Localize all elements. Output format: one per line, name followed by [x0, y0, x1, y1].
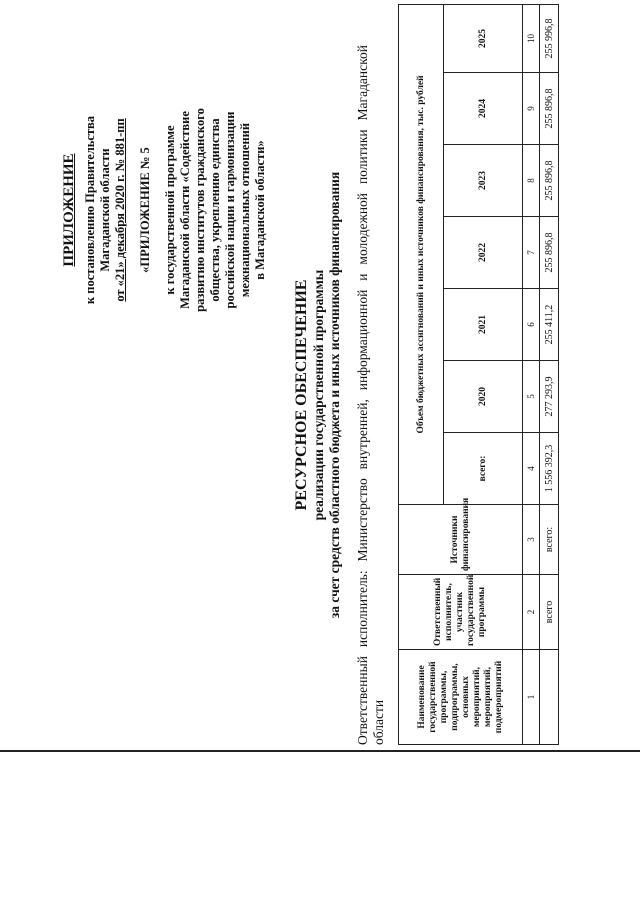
sub-header-2022: 2022 [444, 217, 523, 289]
title-line-1: РЕСУРСНОЕ ОБЕСПЕЧЕНИЕ [293, 279, 310, 511]
table-row [540, 4, 559, 744]
appendix-sub-line-2: Магаданской области «Содействие [178, 111, 192, 309]
sub-header-total: всего: [444, 433, 523, 505]
appendix-sub-header: «ПРИЛОЖЕНИЕ № 5 [138, 147, 152, 273]
row-value-total: 1 556 392,3 [540, 433, 559, 505]
col-number: 8 [523, 145, 540, 217]
sub-header-2021: 2021 [444, 289, 523, 361]
sub-header-2024: 2024 [444, 73, 523, 145]
row-value-2022: 255 896,8 [540, 217, 559, 289]
row-source: всего: [540, 505, 559, 575]
appendix-sub-line-4: общества, укреплению единства [208, 118, 222, 302]
row-value-2025: 255 996,8 [540, 4, 559, 72]
sub-header-2025: 2025 [444, 4, 523, 72]
col-number: 4 [523, 433, 540, 505]
title-line-2: реализации государственной программы [311, 269, 326, 521]
responsible-executor: Ответственный исполнитель: Министерство внутренней, информационной и молодежной политики Магаданской области [355, 45, 386, 745]
col-number: 6 [523, 289, 540, 361]
col-number: 1 [523, 650, 540, 745]
appendix-sub-line-5: российской нации и гармонизации [223, 111, 237, 309]
col-number: 10 [523, 4, 540, 72]
scan-edge-line [0, 750, 640, 752]
appendix-block [62, 50, 268, 370]
col-number: 3 [523, 505, 540, 575]
col-number: 2 [523, 575, 540, 650]
document-title [292, 45, 343, 745]
row-value-2021: 255 411,2 [540, 289, 559, 361]
row-executor: всего [540, 575, 559, 650]
row-value-2024: 255 896,8 [540, 73, 559, 145]
appendix-header: ПРИЛОЖЕНИЕ [61, 153, 77, 267]
col-number: 7 [523, 217, 540, 289]
row-value-2023: 255 896,8 [540, 145, 559, 217]
title-line-3: за счет средств областного бюджета и иных источников финансирования [327, 171, 342, 619]
sub-header-2020: 2020 [444, 361, 523, 433]
col-header-executor: Ответственный исполнитель, участник государственной программы [399, 575, 523, 650]
appendix-sub-line-1: к государственной программе [163, 125, 177, 295]
row-name [540, 650, 559, 745]
sub-header-2023: 2023 [444, 145, 523, 217]
col-number: 9 [523, 73, 540, 145]
col-number: 5 [523, 361, 540, 433]
appendix-line-3: от «21» декабря 2020 г. № 881-пп [113, 118, 127, 302]
appendix-sub-line-3: развитию институтов гражданского [193, 108, 207, 312]
col-header-name: Наименование государственной программы, подпрограммы, основных мероприятий, мероприятий, подмероприятий [399, 650, 523, 745]
resource-table [398, 4, 559, 745]
appendix-sub-line-7: в Магаданской области» [253, 140, 267, 280]
col-header-source: Источники финансирования [399, 505, 523, 575]
appendix-line-2: Магаданской области [98, 148, 112, 272]
col-header-funding: Объем бюджетных ассигнований и иных источников финансирования, тыс. рублей [399, 4, 444, 504]
appendix-sub-line-6: межнациональных отношений [238, 122, 252, 298]
row-value-2020: 277 293,9 [540, 361, 559, 433]
appendix-line-1: к постановлению Правительства [83, 115, 97, 305]
